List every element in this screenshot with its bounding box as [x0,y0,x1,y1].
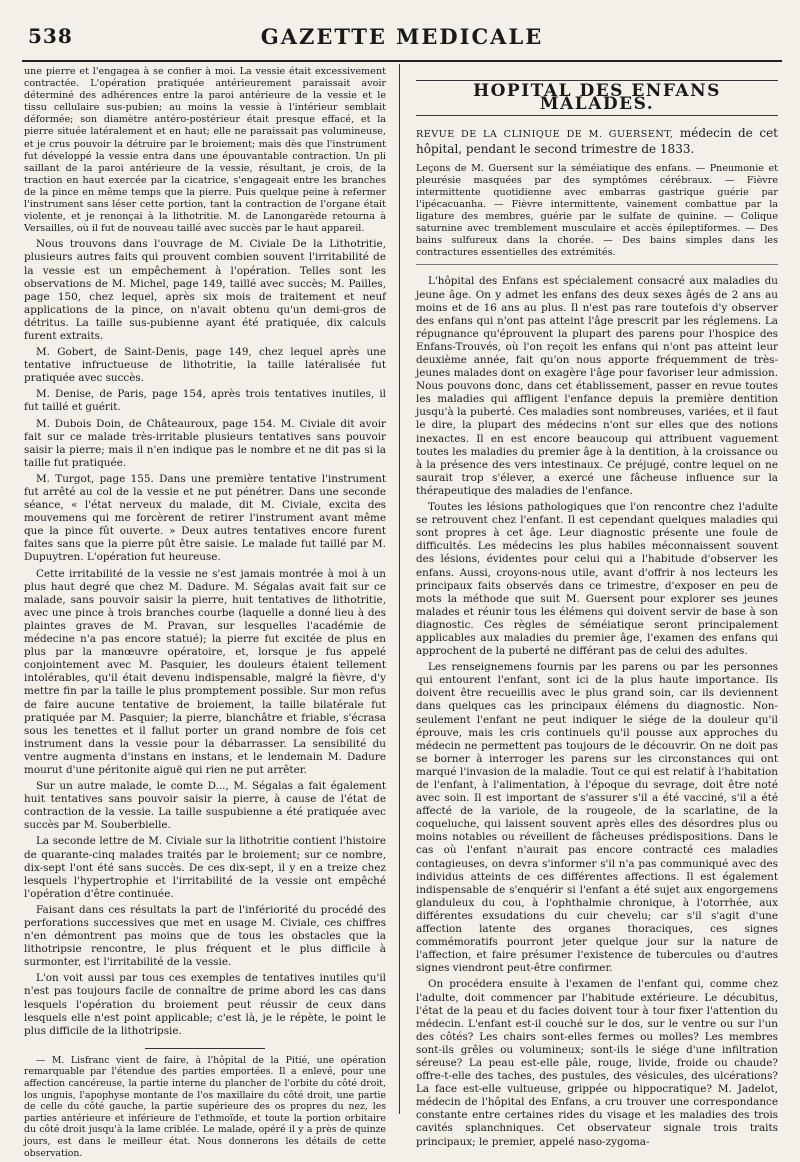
paragraph: M. Turgot, page 155. Dans une première tentative l'instrument fut arrêté au col de la vessie et ne put pénétrer. Dans une seconde séance, « l'état nerveux du malade, dit M. Civiale, excita des mouvemens qui me forcèrent de retirer l'instrument avant même que la pince fût ouverte. » Deux autres tentatives encore furent faites sans que la pierre pût être saisie. Le malade fut taillé par M. Dupuytren. L'opération fut heureuse. [24,472,386,564]
paragraph: Faisant dans ces résultats la part de l'infériorité du procédé des perforations successives que met en usage M. Civiale, ces chiffres n'en démontrent pas moins que de tous les obstacles que la lithotripsie rencontre, le plus fréquent et le plus difficile à surmonter, est l'irritabilité de la vessie. [24,903,386,969]
paragraph: une pierre et l'engagea à se confier à moi. La vessie était excessivement contractée. L'opération pratiquée antérieurement paraissait avoir déterminé des adhérences entre la paroi antérieure de la vessie et le tissu cellulaire sus-pubien; au moins la vessie à l'intérieur semblait déformée; son diamètre antéro-postérieur était presque effacé, et la pierre située latéralement et en haut; elle ne paraissait pas volumineuse, et je crus pouvoir la détruire par le broiement; mais dès que l'instrument fut développé la vessie entra dans une épouvantable contraction. Un pli saillant de la paroi antérieure de la vessie, résultant, je crois, de la traction en haut exercée par la cicatrice, s'engageait entre les branches de la pince en même temps que la pierre. Puis quelque peine à refermer l'instrument sans léser cette portion, tant la contraction de l'organe était violente, et je renonçai à la lithotritie. M. de Lanongarède retourna à Versailles, où il fut de nouveau taillé avec succès par le haut appareil. [24,66,386,235]
paragraph: M. Gobert, de Saint-Denis, page 149, chez lequel après une tentative infructueuse de lithotritie, la taille latéralisée fut pratiquée avec succès. [24,346,386,385]
article-summary: Leçons de M. Guersent sur la séméiatique des enfans. — Pneumonie et pleurésie masquées par des symptômes cérébraux. — Fièvre intermittente quotidienne avec embarras gastrique guérie par l'ipécacuanha. — Fièvre intermittente, vainement combattue par la ligature des membres, guérie par le sulfate de quinine. — Colique saturnine avec tremblement musculaire et accès épileptiformes. — Des bains sulfureux dans la chorée. — Des bains simples dans les contractures essentielles des extrémités. [416,163,778,265]
paragraph: Toutes les lésions pathologiques que l'on rencontre chez l'adulte se retrouvent chez l'enfant. Il est cependant quelques maladies qui sont propres à cet âge. Leur diagnostic présente une foule de difficultés. Les médecins les plus habiles méconnaissent souvent des lésions, évidentes pour celui qui a l'habitude d'observer les enfans. Aussi, croyons-nous utile, avant d'offrir à nos lecteurs les principaux faits observés dans ce trimestre, d'exposer en peu de mots la méthode que suit M. Guersent pour explorer ses jeunes malades et réunir tous les élémens qui doivent servir de base à son diagnostic. Ces règles de séméiatique seront principalement applicables aux maladies du premier âge, l'examen des enfans qui approchent de la puberté ne différant pas de celui des adultes. [416,501,778,658]
left-column [24,66,386,1162]
section-title: HOPITAL DES ENFANS MALADES. [416,80,778,116]
paragraph: M. Dubois Doin, de Châteauroux, page 154. M. Civiale dit avoir fait sur ce malade très-irritable plusieurs tentatives sans pouvoir saisir la pierre; mais il n'en indique pas le nombre et ne dit pas si la taille fut pratiquée. [24,417,386,469]
paragraph: Cette irritabilité de la vessie ne s'est jamais montrée à moi à un plus haut degré que chez M. Dadure. M. Ségalas avait fait sur ce malade, sans pouvoir saisir la pierre, huit tentatives de lithotritie, avec une pince à trois branches courbe (laquelle a donné lieu à des plaintes graves de M. Pravan, sur lesquelles l'académie de médecine n'a pas encore statué); la pierre fut excitée de plus en plus par la manœuvre opératoire, et, lorsque je fus appelé conjointement avec M. Pasquier, les douleurs étaient tellement intolérables, qu'il était devenu indispensable, malgré la fièvre, d'y mettre fin par la taille le plus promptement possible. Sur mon refus de faire aucune tentative de broiement, la taille bilatérale fut pratiquée par M. Pasquier; la pierre, blanchâtre et friable, s'écrasa sous les tenettes et il fallut porter un grand nombre de fois cet instrument dans la vessie pour la débarrasser. La sensibilité du ventre augmenta d'instans en instans, et le lendemain M. Dadure mourut d'une péritonite aiguë qui rien ne put arrêter. [24,567,386,776]
footnote-rule [145,1048,265,1049]
page-header [22,20,782,62]
paragraph: Nous trouvons dans l'ouvrage de M. Civiale De la Lithotritie, plusieurs autres faits qui prouvent combien souvent l'irritabilité de la vessie est un empêchement à l'opération. Telles sont les observations de M. Michel, page 149, taillé avec succès; M. Pailles, page 150, chez lequel, après six mois de traitement et neuf applications de la pince, on n'avait obtenu qu'un demi-gros de détritus. La taille sus-pubienne ayant été pratiquée, dix calculs furent extraits. [24,238,386,342]
article-heading-rest: médecin de cet hôpital, pendant le second trimestre de 1833. [416,126,779,157]
footnote: — M. Lisfranc vient de faire, à l'hôpital de la Pitié, une opération remarquable par l'étendue des parties emportées. Il a enlevé, pour une affection cancéreuse, la partie interne du plancher de l'orbite du côté droit, los unguis, l'apophyse montante de l'os maxillaire du côté droit, une partie de celle du côté gauche, la partie supérieure des os propres du nez, les parties antérieure et inférieure de l'ethmoïde, et toute la portion orbitaire du côté droit jusqu'à la lame criblée. Le malade, opéré il y a près de quinze jours, est dans le meilleur état. Nous donnerons les détails de cette observation. [24,1054,386,1159]
article-heading-caps: REVUE DE LA CLINIQUE DE M. GUERSENT, [416,129,674,141]
paragraph: La seconde lettre de M. Civiale sur la lithotritie contient l'histoire de quarante-cinq malades traités par le broiement; sur ce nombre, dix-sept l'ont été sans succès. De ces dix-sept, il y en a treize chez lesquels l'hypertrophie et l'irritabilité de la vessie ont empêché l'opération d'être continuée. [24,835,386,900]
paragraph: Les renseignemens fournis par les parens ou par les personnes qui entourent l'enfant, sont ici de la plus haute importance. Ils doivent être recueillis avec le plus grand soin, car ils deviennent dans quelques cas les principaux élémens du diagnostic. Non-seulement l'enfant ne peut indiquer le siége de la douleur qu'il éprouve, mais les cris continuels qu'il pousse aux approches du médecin ne permettent pas toujours de le découvrir. On ne doit pas se borner à interroger les parens sur les circonstances qui ont marqué l'invasion de la maladie. Tout ce qui est relatif à l'habitation de l'enfant, à l'alimentation, à l'époque du sevrage, doit être noté avec soin. Il est important de s'assurer s'il a été vacciné, s'il a été affecté de la variole, de la rougeole, de la scarlatine, de la coqueluche, qui laissent souvent après elles des désordres plus ou moins notables ou réveillent de fâcheuses prédispositions. Dans le cas où l'enfant n'aurait pas encore contracté ces maladies contagieuses, on devra s'informer s'il n'a pas communiqué avec des individus atteints de ces différentes affections. Il est également indispensable de s'enquérir si l'enfant a été sujet aux engorgemens glanduleux du cou, à l'ophthalmie chronique, à l'otorrhée, aux différentes exsudations du cuir chevelu; car s'il s'agit d'une affection latente des organes thoraciques, ces signes commémoratifs pourront jeter quelque jour sur la nature de l'affection, et faire présumer l'existence de tubercules ou d'autres signes viendront peut-être confirmer. [416,661,778,975]
paragraph: L'on voit aussi par tous ces exemples de tentatives inutiles qu'il n'est pas toujours facile de connaître de prime abord les cas dans lesquels l'opération du broiement peut réussir de ceux dans lesquels elle n'est point applicable; c'est là, je le répète, le point le plus difficile de la lithotripsie. [24,972,386,1037]
publication-title: GAZETTE MEDICALE [260,24,544,49]
column-divider [399,64,400,1114]
paragraph: M. Denise, de Paris, page 154, après trois tentatives inutiles, il fut taillé et guérit. [24,388,386,414]
page-number: 538 [28,24,73,48]
article-heading [416,126,778,157]
right-column [416,66,778,1152]
paragraph: On procédera ensuite à l'examen de l'enfant qui, comme chez l'adulte, doit commencer par l'habitude extérieure. Le décubitus, l'état de la peau et du facies doivent tour à tour fixer l'attention du médecin. L'enfant est-il couché sur le dos, sur le ventre ou sur l'un des côtés? Les chairs sont-elles fermes ou molles? Les membres sont-ils grêles ou volumineux; sont-ils le siége d'une infiltration séreuse? La peau est-elle pâle, rouge, livide, froide ou chaude? offre-t-elle des taches, des pustules, des vésicules, des ulcérations? La face est-elle vultueuse, grippée ou hippocratique? M. Jadelot, médecin de l'hôpital des Enfans, a cru trouver une correspondance constante entre certaines rides du visage et les maladies des trois cavités splanchniques. Cet observateur signale trois traits principaux; le premier, appelé naso-zygoma- [416,978,778,1148]
paragraph: L'hôpital des Enfans est spécialement consacré aux maladies du jeune âge. On y admet les enfans des deux sexes âgés de 2 ans au moins et de 16 ans au plus. Il n'est pas rare toutefois d'y observer des enfans qui n'ont pas atteint l'âge prescrit par les réglemens. La répugnance qu'éprouvent la plupart des parens pour l'hospice des Enfans-Trouvés, où l'on reçoit les enfans qui n'ont pas atteint leur deuxième année, fait qu'on nous apporte fréquemment de très-jeunes malades dont on exagère l'âge pour favoriser leur admission. Nous pouvons donc, dans cet établissement, passer en revue toutes les maladies qui affligent l'enfance depuis la première dentition jusqu'à la puberté. Ces maladies sont nombreuses, variées, et il faut le dire, la plupart des médecins n'ont sur elles que des notions inexactes. Il en est encore beaucoup qui attribuent vaguement toutes les maladies du premier âge à la dentition, à la croissance ou à la présence des vers intestinaux. Ce préjugé, contre lequel on ne saurait trop s'élever, a exercé une fâcheuse influence sur la thérapeutique des maladies de l'enfance. [416,275,778,497]
paragraph: Sur un autre malade, le comte D..., M. Ségalas a fait également huit tentatives sans pouvoir saisir la pierre, à cause de l'état de contraction de la vessie. La taille suspubienne a été pratiquée avec succès par M. Souberbielle. [24,780,386,832]
